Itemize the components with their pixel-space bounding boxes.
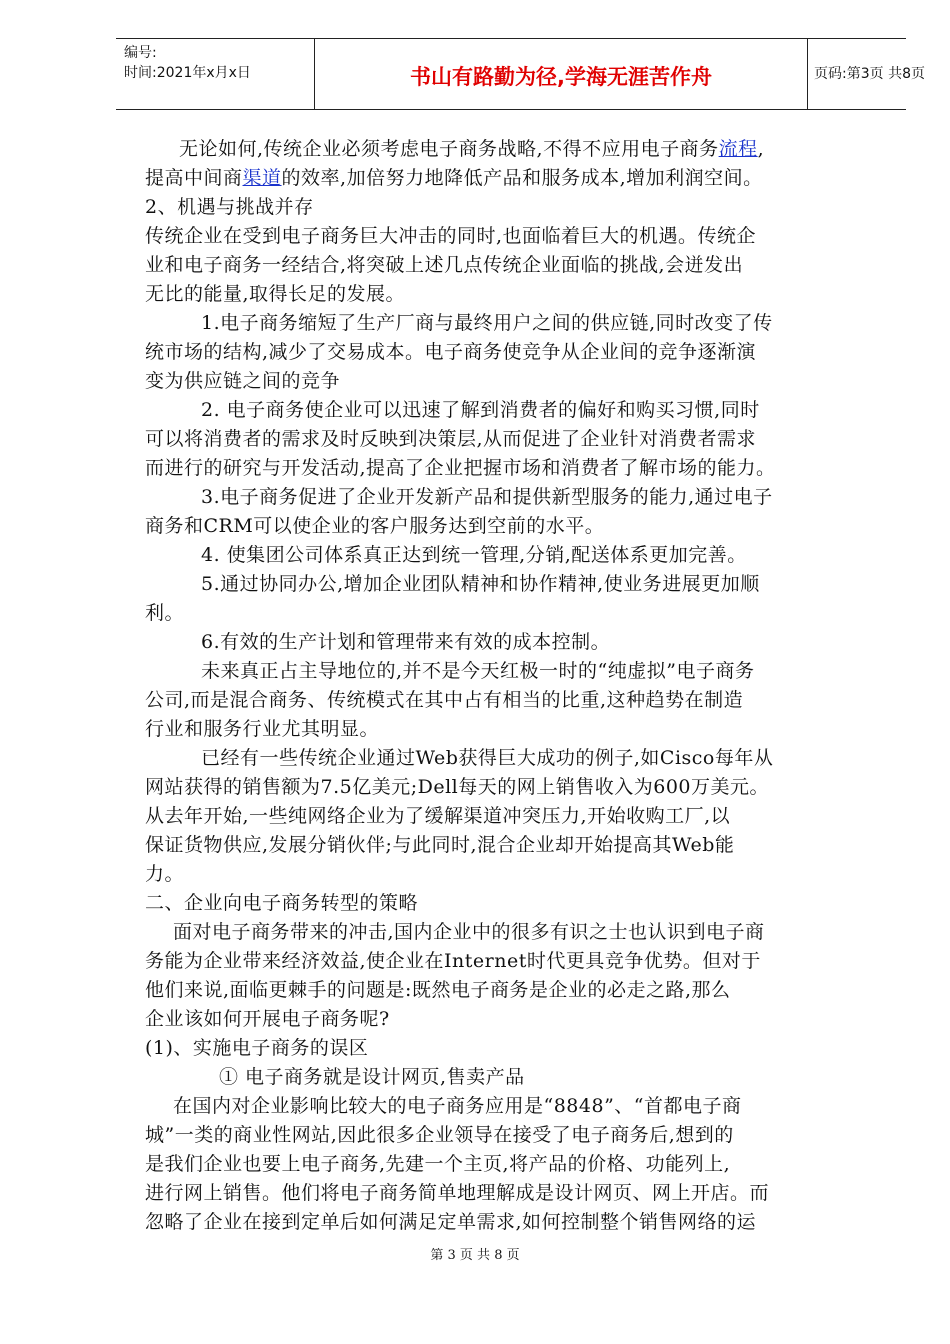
list-item-3: 3.电子商务促进了企业开发新产品和提供新型服务的能力,通过电子 <box>201 486 773 508</box>
paragraph-line: 利。 <box>145 602 185 624</box>
paragraph-line <box>145 164 763 192</box>
text-run: , <box>757 138 765 160</box>
paragraph-line: 公司,而是混合商务、传统模式在其中占有相当的比重,这种趋势在制造 <box>145 689 744 711</box>
paragraph-line: 进行网上销售。他们将电子商务简单地理解成是设计网页、网上开店。而 <box>145 1182 770 1204</box>
paragraph-line <box>179 135 764 163</box>
paragraph-line: 已经有一些传统企业通过Web获得巨大成功的例子,如Cisco每年从 <box>201 747 774 769</box>
subsection-heading: (1)、实施电子商务的误区 <box>145 1037 369 1059</box>
section-heading: 2、机遇与挑战并存 <box>145 196 314 218</box>
paragraph-line: 变为供应链之间的竞争 <box>145 370 341 392</box>
header-page-cell <box>806 39 925 109</box>
paragraph-line: 务能为企业带来经济效益,使企业在Internet时代更具竞争优势。但对于 <box>145 950 761 972</box>
paragraph-line: 传统企业在受到电子商务巨大冲击的同时,也面临着巨大的机遇。传统企 <box>145 225 757 247</box>
paragraph-line: 行业和服务行业尤其明显。 <box>145 718 380 740</box>
text-run: 无论如何,传统企业必须考虑电子商务战略,不得不应用电子商务 <box>179 138 719 160</box>
paragraph-line: 可以将消费者的需求及时反映到决策层,从而促进了企业针对消费者需求 <box>145 428 757 450</box>
link-liucheng[interactable]: 流程 <box>718 138 758 160</box>
subsection-item: ① 电子商务就是设计网页,售卖产品 <box>219 1066 525 1088</box>
doc-code-label: 编号: <box>124 45 157 61</box>
paragraph-line: 网站获得的销售额为7.5亿美元;Dell每天的网上销售收入为600万美元。 <box>145 776 770 798</box>
link-qudao[interactable]: 渠道 <box>242 167 282 189</box>
doc-time-label: 时间:2021年x月x日 <box>124 65 251 81</box>
paragraph-line: 力。 <box>145 863 185 885</box>
list-item-5: 5.通过协同办公,增加企业团队精神和协作精神,使业务进展更加顺 <box>201 573 760 595</box>
paragraph-line: 企业该如何开展电子商务呢? <box>145 1008 390 1030</box>
list-item-1: 1.电子商务缩短了生产厂商与最终用户之间的供应链,同时改变了传 <box>201 312 773 334</box>
paragraph-line: 无比的能量,取得长足的发展。 <box>145 283 406 305</box>
paragraph-line: 他们来说,面临更棘手的问题是:既然电子商务是企业的必走之路,那么 <box>145 979 731 1001</box>
paragraph-line: 商务和CRM可以使企业的客户服务达到空前的水平。 <box>145 515 605 537</box>
section-heading: 二、企业向电子商务转型的策略 <box>145 892 419 914</box>
paragraph-line: 保证货物供应,发展分销伙伴;与此同时,混合企业却开始提高其Web能 <box>145 834 735 856</box>
paragraph-line: 城”一类的商业性网站,因此很多企业领导在接受了电子商务后,想到的 <box>145 1124 734 1146</box>
header-motto-cell <box>314 39 808 109</box>
header-page-info: 页码:第3页 共8页 <box>814 66 925 82</box>
paragraph-line: 从去年开始,一些纯网络企业为了缓解渠道冲突压力,开始收购工厂,以 <box>145 805 731 827</box>
list-item-4: 4. 使集团公司体系真正达到统一管理,分销,配送体系更加完善。 <box>201 544 747 566</box>
header-motto: 书山有路勤为径,学海无涯苦作舟 <box>410 65 712 89</box>
list-item-2: 2. 电子商务使企业可以迅速了解到消费者的偏好和购买习惯,同时 <box>201 399 760 421</box>
paragraph-line: 面对电子商务带来的冲击,国内企业中的很多有识之士也认识到电子商 <box>173 921 765 943</box>
text-run: 提高中间商 <box>145 167 243 189</box>
paragraph-line: 忽略了企业在接到定单后如何满足定单需求,如何控制整个销售网络的运 <box>145 1211 757 1233</box>
paragraph-line: 统市场的结构,减少了交易成本。电子商务使竞争从企业间的竞争逐渐演 <box>145 341 757 363</box>
page-footer: 第 3 页 共 8 页 <box>430 1248 520 1263</box>
header-meta-cell <box>116 39 314 109</box>
page-header <box>116 38 925 110</box>
paragraph-line: 而进行的研究与开发活动,提高了企业把握市场和消费者了解市场的能力。 <box>145 457 776 479</box>
paragraph-line: 是我们企业也要上电子商务,先建一个主页,将产品的价格、功能列上, <box>145 1153 731 1175</box>
list-item-6: 6.有效的生产计划和管理带来有效的成本控制。 <box>201 631 611 653</box>
paragraph-line: 在国内对企业影响比较大的电子商务应用是“8848”、“首都电子商 <box>173 1095 742 1117</box>
text-run: 的效率,加倍努力地降低产品和服务成本,增加利润空间。 <box>281 167 763 189</box>
paragraph-line: 未来真正占主导地位的,并不是今天红极一时的“纯虚拟”电子商务 <box>201 660 755 682</box>
paragraph-line: 业和电子商务一经结合,将突破上述几点传统企业面临的挑战,会迸发出 <box>145 254 744 276</box>
